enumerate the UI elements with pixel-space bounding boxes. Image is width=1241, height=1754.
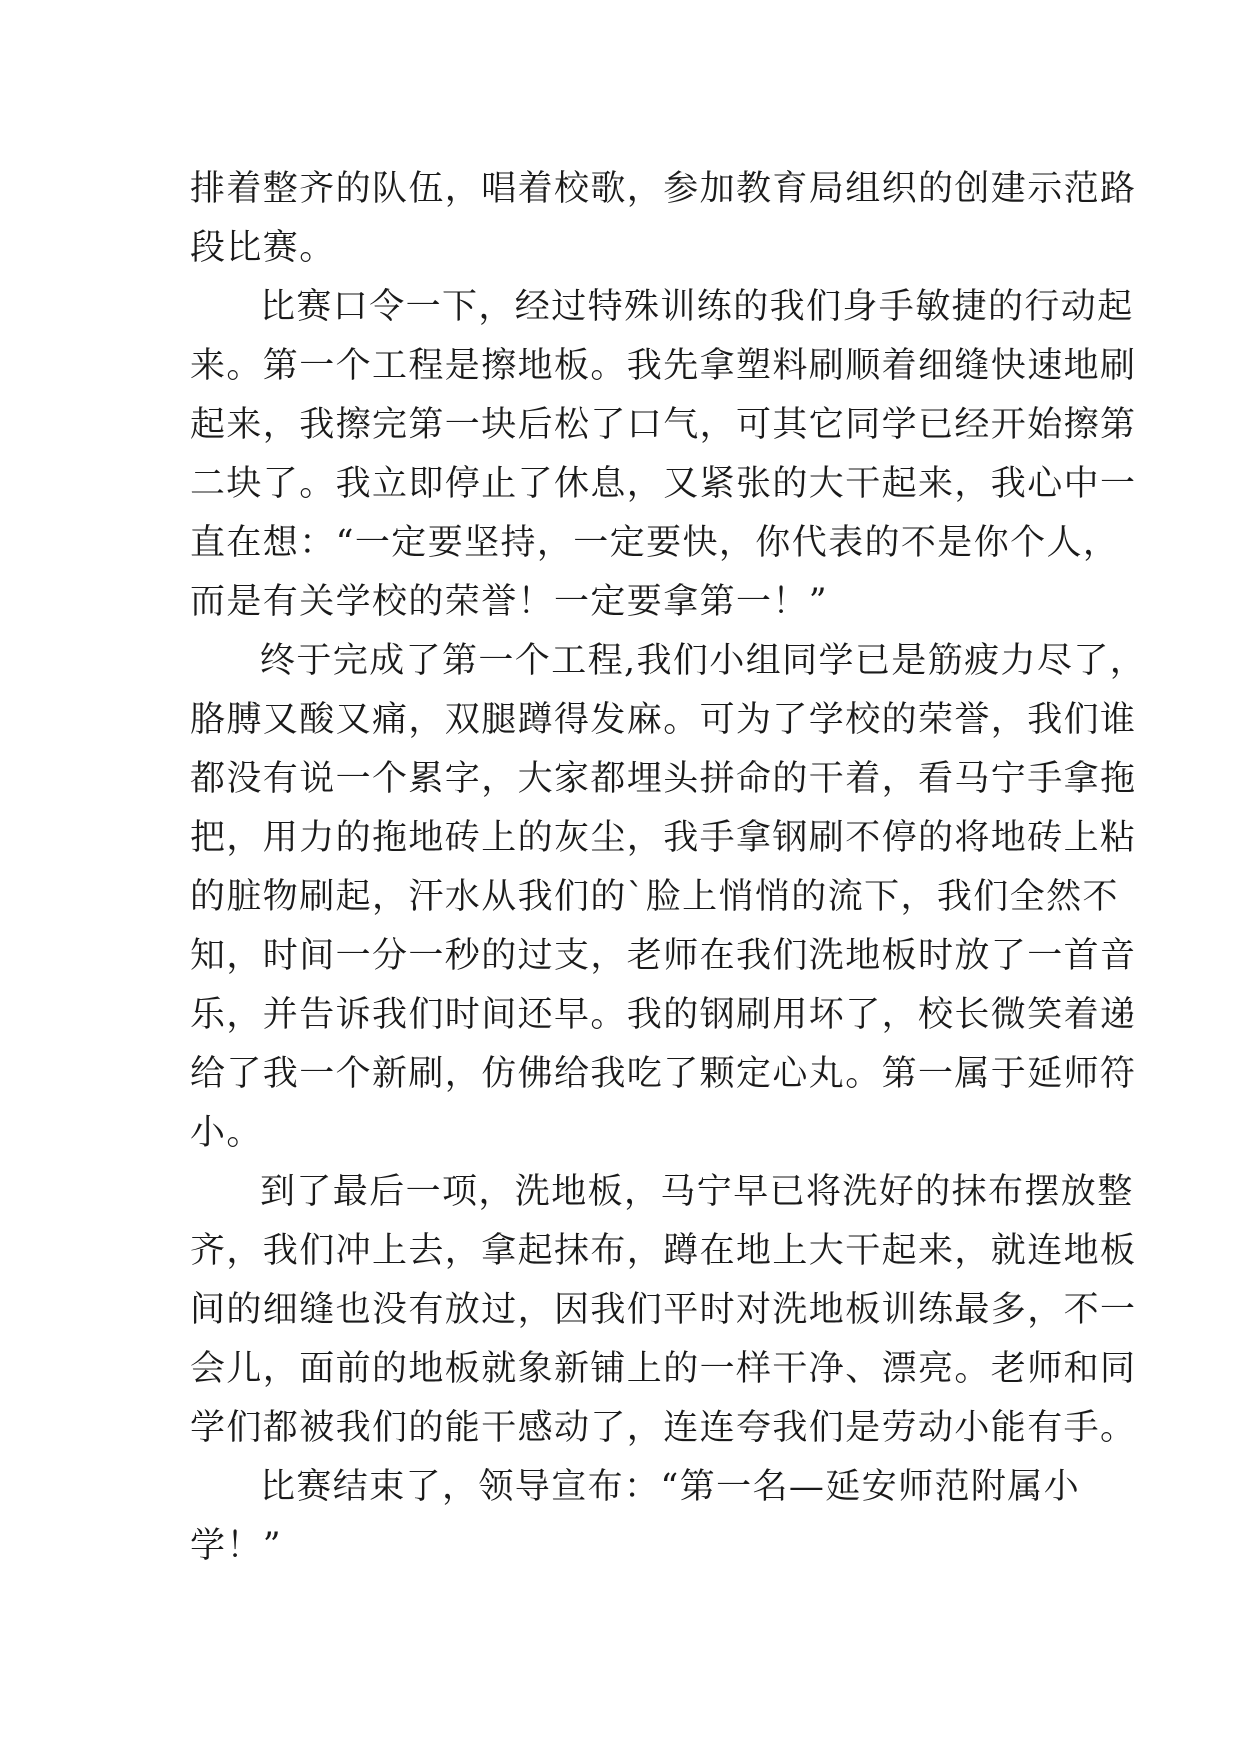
paragraph-2: [190, 278, 1137, 632]
text-line: 学们都被我们的能干感动了，连连夸我们是劳动小能有手。: [190, 1408, 1137, 1448]
text-line: 直在想：“一定要坚持，一定要快，你代表的不是你个人，: [190, 523, 1120, 563]
text-line: 的脏物刷起，汗水从我们的`脸上悄悄的流下，我们全然不: [190, 877, 1119, 917]
paragraph-1: [190, 160, 1137, 278]
text-line: 比赛口令一下，经过特殊训练的我们身手敏捷的行动起: [260, 287, 1134, 327]
text-line: 二块了。我立即停止了休息，又紧张的大干起来，我心中一: [190, 464, 1137, 504]
text-line: 而是有关学校的荣誉！一定要拿第一！”: [190, 582, 829, 622]
text-line: 把，用力的拖地砖上的灰尘，我手拿钢刷不停的将地砖上粘: [190, 818, 1137, 858]
text-line: 比赛结束了，领导宣布：“第一名—延安师范附属小: [260, 1467, 1081, 1507]
text-line: 胳膊又酸又痛，双腿蹲得发麻。可为了学校的荣誉，我们谁: [190, 700, 1137, 740]
paragraph-5: [190, 1458, 1081, 1576]
text-line: 段比赛。: [190, 228, 336, 268]
text-line: 排着整齐的队伍，唱着校歌，参加教育局组织的创建示范路: [190, 169, 1137, 209]
text-line: 知，时间一分一秒的过支，老师在我们洗地板时放了一首音: [190, 936, 1137, 976]
text-line: 终于完成了第一个工程,我们小组同学已是筋疲力尽了，: [260, 641, 1147, 681]
text-line: 间的细缝也没有放过，因我们平时对洗地板训练最多，不一: [190, 1290, 1137, 1330]
paragraph-4: [190, 1163, 1137, 1458]
text-line: 齐，我们冲上去，拿起抹布，蹲在地上大干起来，就连地板: [190, 1231, 1137, 1271]
text-line: 来。第一个工程是擦地板。我先拿塑料刷顺着细缝快速地刷: [190, 346, 1137, 386]
text-line: 到了最后一项，洗地板，马宁早已将洗好的抹布摆放整: [260, 1172, 1134, 1212]
text-line: 乐，并告诉我们时间还早。我的钢刷用坏了，校长微笑着递: [190, 995, 1137, 1035]
text-line: 学！”: [190, 1526, 283, 1566]
paragraph-3: [190, 632, 1147, 1163]
text-line: 起来，我擦完第一块后松了口气，可其它同学已经开始擦第: [190, 405, 1137, 445]
text-line: 会儿，面前的地板就象新铺上的一样干净、漂亮。老师和同: [190, 1349, 1137, 1389]
text-line: 给了我一个新刷，仿佛给我吃了颗定心丸。第一属于延师符: [190, 1054, 1137, 1094]
document-body: [190, 160, 1147, 1576]
text-line: 小。: [190, 1113, 263, 1153]
text-line: 都没有说一个累字，大家都埋头拼命的干着，看马宁手拿拖: [190, 759, 1137, 799]
